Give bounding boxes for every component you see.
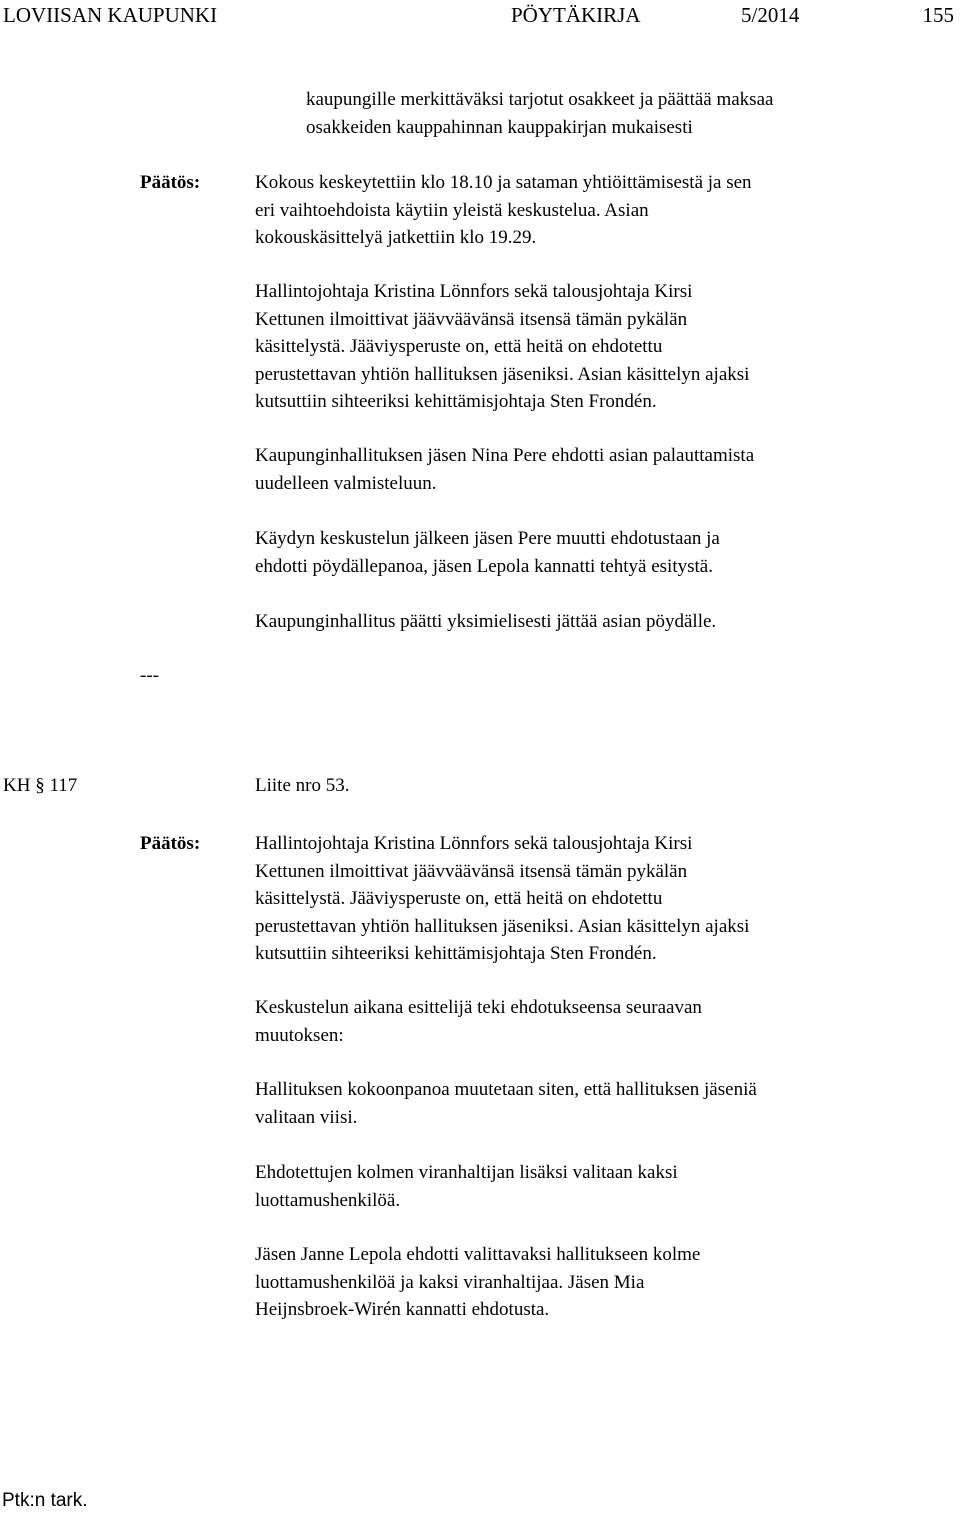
document-type: PÖYTÄKIRJA [511,3,641,27]
decision-label: Päätös: [140,172,201,193]
decision-paragraph: Hallintojohtaja Kristina Lönnfors sekä talousjohtaja Kirsi Kettunen ilmoittivat jäävväävänsä itsensä tämän pykälän käsittelystä. Jääviysperuste on, että heitä on ehdotettu perustettavan yhtiön hallituksen jäseniksi. Asian käsittelyn ajaksi kutsuttiin sihteeriksi kehittämisjohtaja Sten Frondén. [255,833,750,964]
page-number: 155 [922,3,954,27]
continuation-paragraph: kaupungille merkittäväksi tarjotut osakkeet ja päättää maksaa osakkeiden kauppahinnan kauppakirjan mukaisesti [306,89,774,138]
attachment-number: Liite nro 53. [255,775,350,796]
decision-label: Päätös: [140,833,201,854]
decision-paragraph: Kaupunginhallitus päätti yksimielisesti jättää asian pöydälle. [255,611,717,632]
decision-paragraph: Hallituksen kokoonpanoa muutetaan siten, että hallituksen jäseniä valitaan viisi. [255,1079,757,1128]
meeting-number: 5/2014 [741,3,800,27]
decision-paragraph: Hallintojohtaja Kristina Lönnfors sekä talousjohtaja Kirsi Kettunen ilmoittivat jäävväävänsä itsensä tämän pykälän käsittelystä. Jääviysperuste on, että heitä on ehdotettu perustettavan yhtiön hallituksen jäseniksi. Asian käsittelyn ajaksi kutsuttiin sihteeriksi kehittämisjohtaja Sten Frondén. [255,281,750,412]
organization-name: LOVIISAN KAUPUNKI [3,3,218,27]
page-header [0,0,960,30]
separator: --- [140,665,159,686]
decision-paragraph: Jäsen Janne Lepola ehdotti valittavaksi hallitukseen kolme luottamushenkilöä ja kaksi viranhaltijaa. Jäsen Mia Heijnsbroek-Wirén kannatti ehdotusta. [255,1244,701,1320]
decision-paragraph: Ehdotettujen kolmen viranhaltijan lisäksi valitaan kaksi luottamushenkilöä. [255,1162,678,1211]
footer-initials-label: Ptk:n tark. [2,1490,88,1511]
decision-paragraph: Kokous keskeytettiin klo 18.10 ja sataman yhtiöittämisestä ja sen eri vaihtoehdoista käytiin yleistä keskustelua. Asian kokouskäsittelyä jatkettiin klo 19.29. [255,172,752,248]
decision-paragraph: Kaupunginhallituksen jäsen Nina Pere ehdotti asian palauttamista uudelleen valmisteluun. [255,445,755,494]
section-code: KH § 117 [3,775,78,796]
decision-paragraph: Keskustelun aikana esittelijä teki ehdotukseensa seuraavan muutoksen: [255,997,702,1046]
decision-paragraph: Käydyn keskustelun jälkeen jäsen Pere muutti ehdotustaan ja ehdotti pöydällepanoa, jäsen Lepola kannatti tehtyä esitystä. [255,528,720,577]
